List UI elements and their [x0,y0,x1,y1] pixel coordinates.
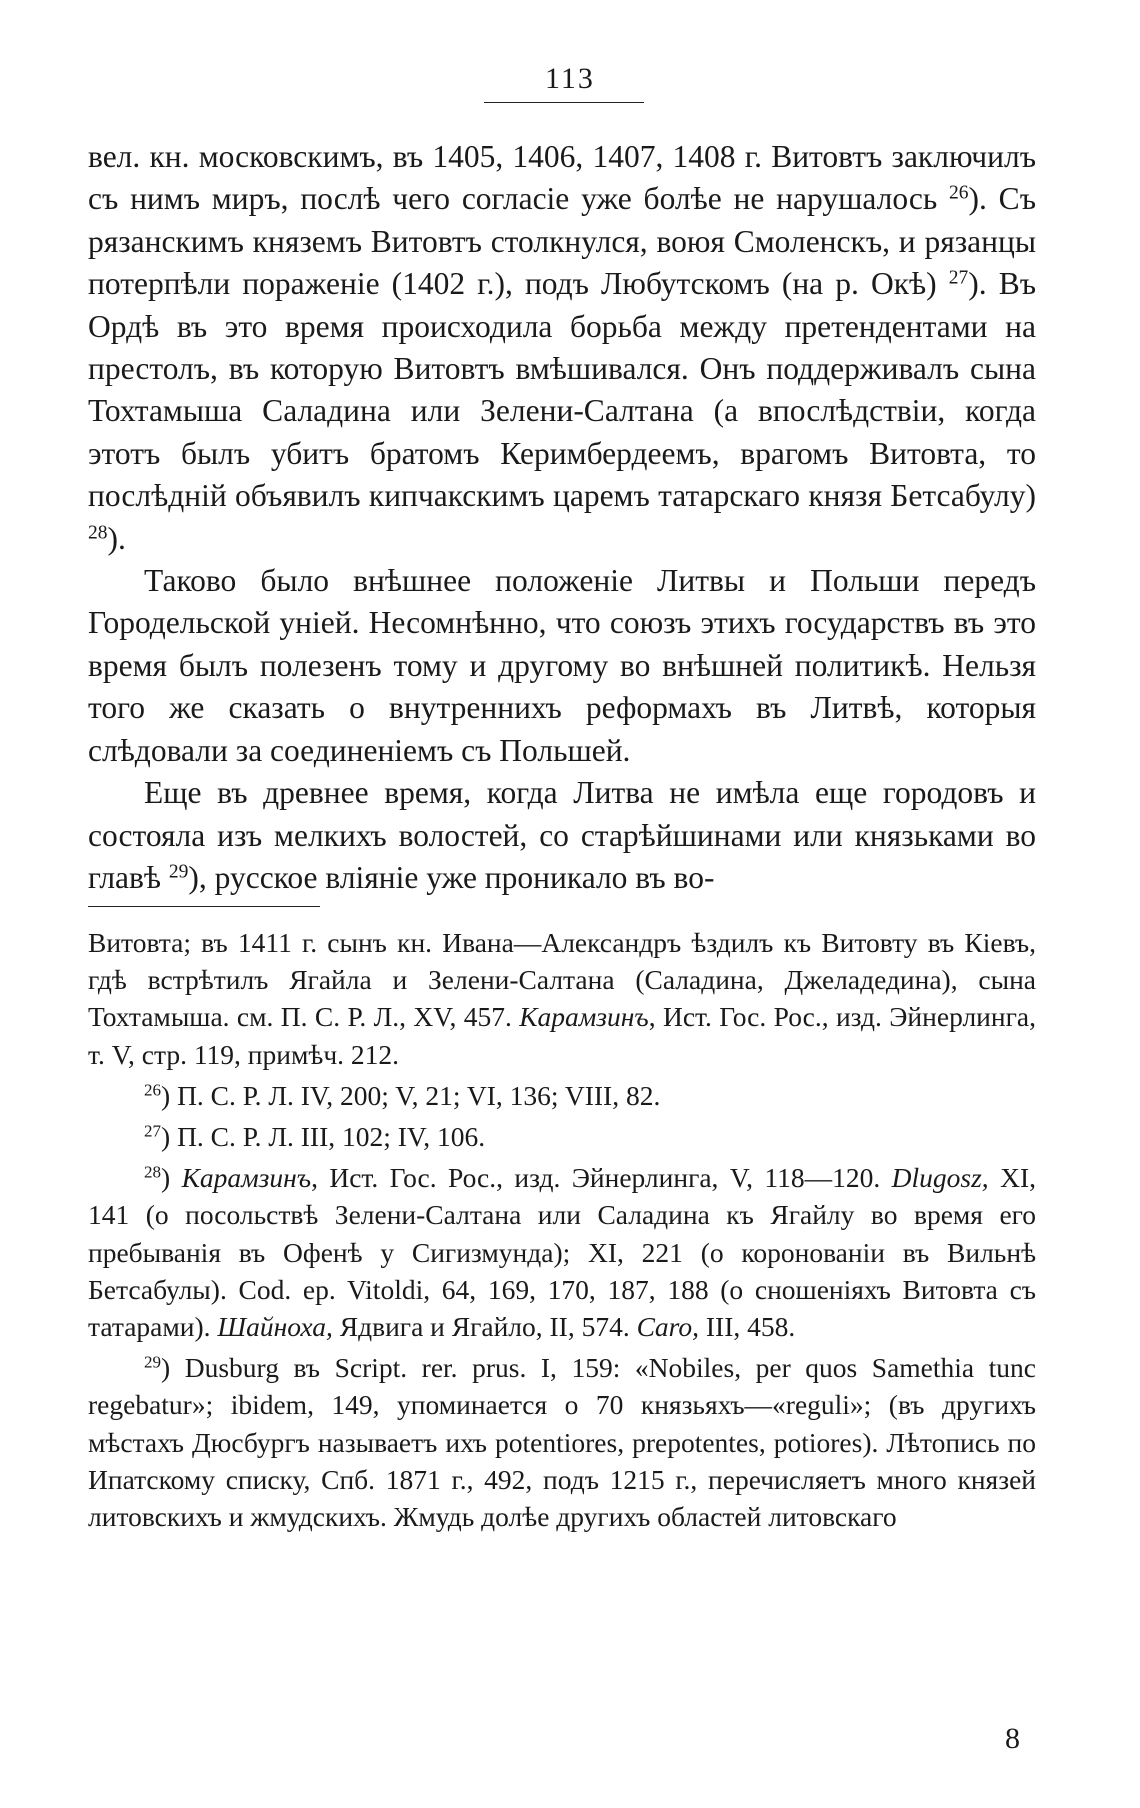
paragraph-2: Таково было внѣшнее положеніе Литвы и Польши передъ Городельской уніей. Несомнѣнно, что союзъ этихъ государствъ въ это время былъ полезенъ тому и другому во внѣшней политикѣ. Нельзя того же сказать о внутреннихъ реформахъ въ Литвѣ, которыя слѣдовали за соединеніемъ съ Польшей. [88,563,1036,768]
footnote-26 [88,1077,1036,1114]
signature-mark: 8 [1005,1722,1020,1755]
paragraph-1-text-a: вел. кн. московскимъ, въ 1405, 1406, 1407, 1408 г. Витовтъ заключилъ съ нимъ миръ, послѣ чего согласіе уже болѣе не нарушалось [88,139,1036,217]
footnote-continuation-text-a: Витовта; въ 1411 г. сынъ кн. Ивана—Александръ ѣздилъ къ Витовту въ Кіевъ, гдѣ встрѣтилъ Ягайла и Зелени-Салтана (Саладина, Джеладедина), сына Тохтамыша. см. П. С. Р. Л., XV, 457. [88,927,1036,1033]
paragraph-3-text-b: ), русское вліяніе уже проникало въ во- [188,859,715,895]
footnote-28-text-4: III, 458. [699,1311,796,1343]
footnote-28-text-3: Ядвига и Ягайло, II, 574. [332,1311,637,1343]
footnote-ref-28: 28 [88,521,108,543]
footnote-26-text: ) П. С. Р. Л. IV, 200; V, 21; VI, 136; VIII, 82. [161,1079,661,1111]
footnote-continuation-text-b: , Ист. Гос. Рос., изд. Эйнерлинга, т. V, стр. 119, примѣч. 212. [88,1001,1036,1070]
footnote-ref-29: 29 [168,861,189,883]
footnote-27-text: ) П. С. Р. Л. III, 102; IV, 106. [161,1121,486,1153]
footnote-continuation-italic: Карамзинъ [519,1001,649,1033]
footnote-29-text: ) Dusburg въ Script. rer. prus. I, 159: «Nobiles, per quos Samethia tunc regebatur»; ibidem, 149, упоминается о 70 князьяхъ—«reguli»; (въ другихъ мѣстахъ Дюсбургъ называетъ ихъ potentiores, prepotentes, potiores). Лѣтопись по Ипатскому списку, Спб. 1871 г., 492, подъ 1215 г., перечисляетъ много князей литовскихъ и жмудскихъ. Жмудь долѣе другихъ областей литовскаго [88,1352,1036,1533]
page-number: 113 [545,62,595,95]
main-text [88,136,1036,899]
footnote-28-italic-3: Шайноха, [217,1311,333,1343]
footnote-28-text-1: , Ист. Гос. Рос., изд. Эйнерлинга, V, 118—120. [311,1162,892,1194]
footnote-28-italic-1: Карамзинъ [181,1162,312,1194]
footnote-28 [88,1159,1036,1345]
paragraph-3 [88,772,1036,899]
footnote-divider [88,906,320,907]
paragraph-1 [88,136,1036,560]
paragraph-1-text-c: ). Въ Ордѣ въ это время происходила борьба между претендентами на престолъ, въ которую Витовтъ вмѣшивался. Онъ поддерживалъ сына Тохтамыша Саладина или Зелени-Салтана (а впослѣдствіи, когда этотъ былъ убитъ братомъ Керимбердеемъ, врагомъ Витовта, то послѣдній объявилъ кипчакскимъ царемъ татарскаго князя Бетсабулу) [88,266,1036,514]
paragraph-3-text-a: Еще въ древнее время, когда Литва не имѣла еще городовъ и состояла изъ мелкихъ волостей, со старѣйшинами или князьками во главѣ [88,775,1036,895]
footnote-27-mark: 27 [144,1121,162,1141]
footnote-continuation [88,924,1036,1073]
footnote-28-mark: 28 [144,1162,162,1182]
footnote-27 [88,1118,1036,1155]
footnote-ref-27: 27 [948,267,969,289]
paragraph-1-text-b: ). Съ рязанскимъ княземъ Витовтъ столкнулся, воюя Смоленскъ, и рязанцы потерпѣли пораженіе (1402 г.), подъ Любутскомъ (на р. Окѣ) [88,181,1036,302]
footnote-28-italic-4: Caro, [636,1311,699,1343]
footnote-28-close: ) [161,1162,182,1194]
footnote-ref-26: 26 [949,182,969,204]
footnote-28-italic-2: Dlugosz, [891,1162,989,1194]
footnotes [88,924,1036,1535]
footnote-29-mark: 29 [144,1352,162,1372]
page-number-rule [484,102,644,103]
footnote-28-text-2: XI, 141 (о посольствѣ Зелени-Салтана или Саладина къ Ягайлу во время его пребыванія въ Офенѣ у Сигизмунда); XI, 221 (о коронованіи въ Вильнѣ Бетсабулы). Cod. ep. Vitoldi, 64, 169, 170, 187, 188 (о сношеніяхъ Витовта съ татарами). [88,1162,1036,1343]
paragraph-1-text-d: ). [107,520,126,556]
footnote-29 [88,1349,1036,1535]
footnote-26-mark: 26 [144,1080,162,1100]
